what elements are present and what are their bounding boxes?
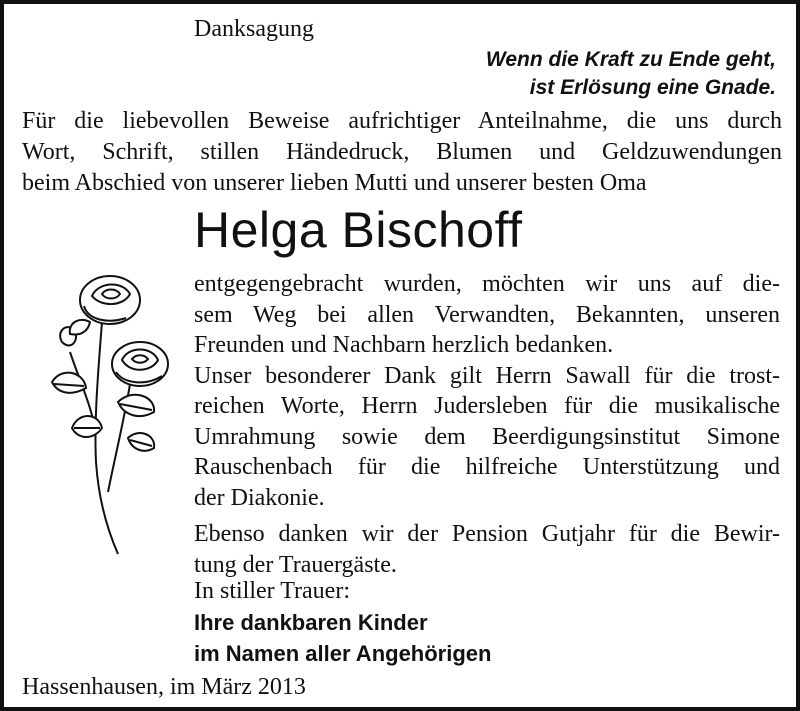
signoff: [194, 576, 491, 669]
body-line: Unser besonderer Dank gilt Herrn Sawall für die trost-: [194, 362, 780, 389]
body-line: Freunden und Nachbarn herzlich bedanken.: [194, 332, 614, 358]
intro-line: Wort, Schrift, stillen Händedruck, Blumen und Geldzuwendungen: [22, 139, 782, 165]
intro-line: beim Abschied von unserer lieben Mutti und unserer besten Oma: [22, 170, 647, 196]
body-line: sem Weg bei allen Verwandten, Bekannten, unseren: [194, 301, 780, 328]
signoff-line-1: Ihre dankbaren Kinder: [194, 610, 428, 635]
body-line: Ebenso danken wir der Pension Gutjahr für die Bewir-: [194, 521, 780, 547]
body-line: der Diakonie.: [194, 484, 325, 511]
body-line: Rauschenbach für die hilfreiche Unterstützung und: [194, 454, 780, 480]
motto-line-1: Wenn die Kraft zu Ende geht,: [485, 48, 776, 71]
body-line: reichen Worte, Herrn Judersleben für die musikalische: [194, 393, 780, 419]
rose-icon: [32, 262, 182, 562]
body-line: tung der Trauergäste.: [194, 551, 397, 578]
thanks-paragraph: [194, 269, 780, 580]
signoff-intro: In stiller Trauer:: [194, 578, 350, 604]
signoff-line-2: im Namen aller Angehörigen: [194, 641, 492, 666]
intro-line: Für die liebevollen Beweise aufrichtiger Anteilnahme, die uns durch: [22, 108, 782, 134]
deceased-name: Helga Bischoff: [194, 202, 523, 258]
body-line: entgegengebracht wurden, möchten wir uns auf die-: [194, 271, 780, 297]
motto-line-2: ist Erlösung eine Gnade.: [529, 76, 776, 99]
place-date: Hassenhausen, im März 2013: [22, 674, 306, 700]
motto-quote: [276, 46, 776, 102]
intro-paragraph: [22, 106, 782, 199]
body-line: Umrahmung sowie dem Beerdigungsinstitut Simone: [194, 423, 780, 450]
notice-heading: Danksagung: [194, 16, 314, 42]
